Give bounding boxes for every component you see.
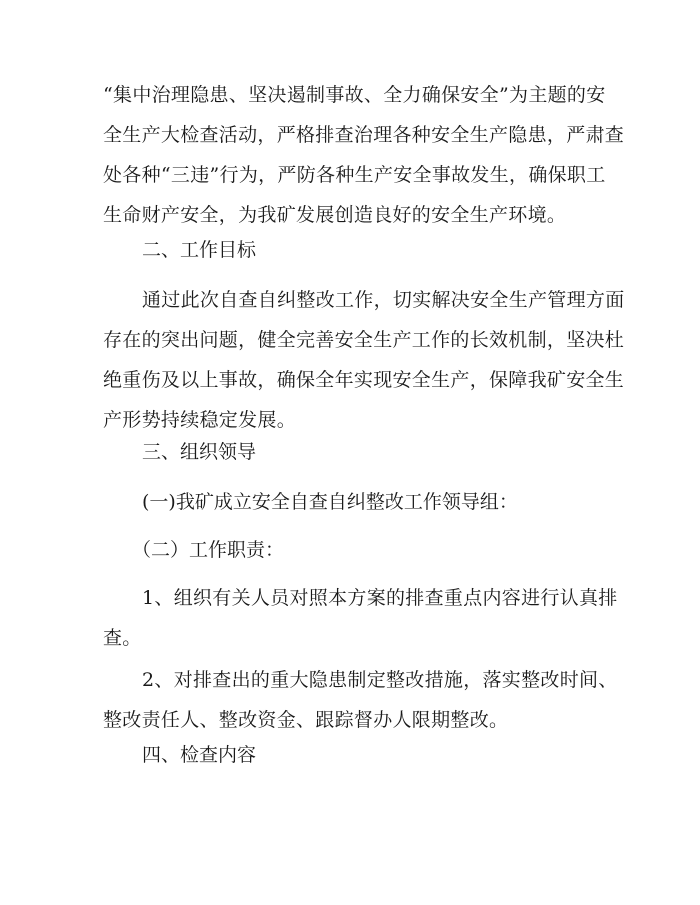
duty-1-paragraph <box>103 578 618 658</box>
text-line: 2、对排查出的重大隐患制定整改措施，落实整改时间、 <box>142 669 618 691</box>
text-line: 产形势持续稳定发展。 <box>103 409 297 431</box>
subsection-duties: （二）工作职责： <box>132 539 285 561</box>
text-line: 1、组织有关人员对照本方案的排查重点内容进行认真排 <box>142 587 618 609</box>
duty-2-paragraph <box>103 660 618 740</box>
section-heading-goals: 二、工作目标 <box>142 239 257 261</box>
text-line: 处各种“三违”行为，严防各种生产安全事故发生，确保职工 <box>103 164 606 186</box>
text-line: 通过此次自查自纠整改工作，切实解决安全生产管理方面 <box>142 289 625 311</box>
text-line: 生命财产安全，为我矿发展创造良好的安全生产环境。 <box>103 204 567 226</box>
goals-paragraph <box>103 280 625 440</box>
text-line: 绝重伤及以上事故，确保全年实现安全生产，保障我矿安全生 <box>103 369 625 391</box>
text-line: “集中治理隐患、坚决遏制事故、全力确保安全”为主题的安 <box>103 84 606 106</box>
subsection-leadership-group: (一)我矿成立安全自查自纠整改工作领导组： <box>142 491 518 513</box>
intro-paragraph <box>103 75 625 235</box>
text-line: 存在的突出问题，健全完善安全生产工作的长效机制，坚决杜 <box>103 329 625 351</box>
section-heading-organization: 三、组织领导 <box>142 441 257 463</box>
text-line: 整改责任人、整改资金、跟踪督办人限期整改。 <box>103 709 509 731</box>
text-line: 全生产大检查活动，严格排查治理各种安全生产隐患，严肃查 <box>103 124 625 146</box>
text-line: 查。 <box>103 627 142 649</box>
section-heading-inspection: 四、检查内容 <box>142 744 257 766</box>
